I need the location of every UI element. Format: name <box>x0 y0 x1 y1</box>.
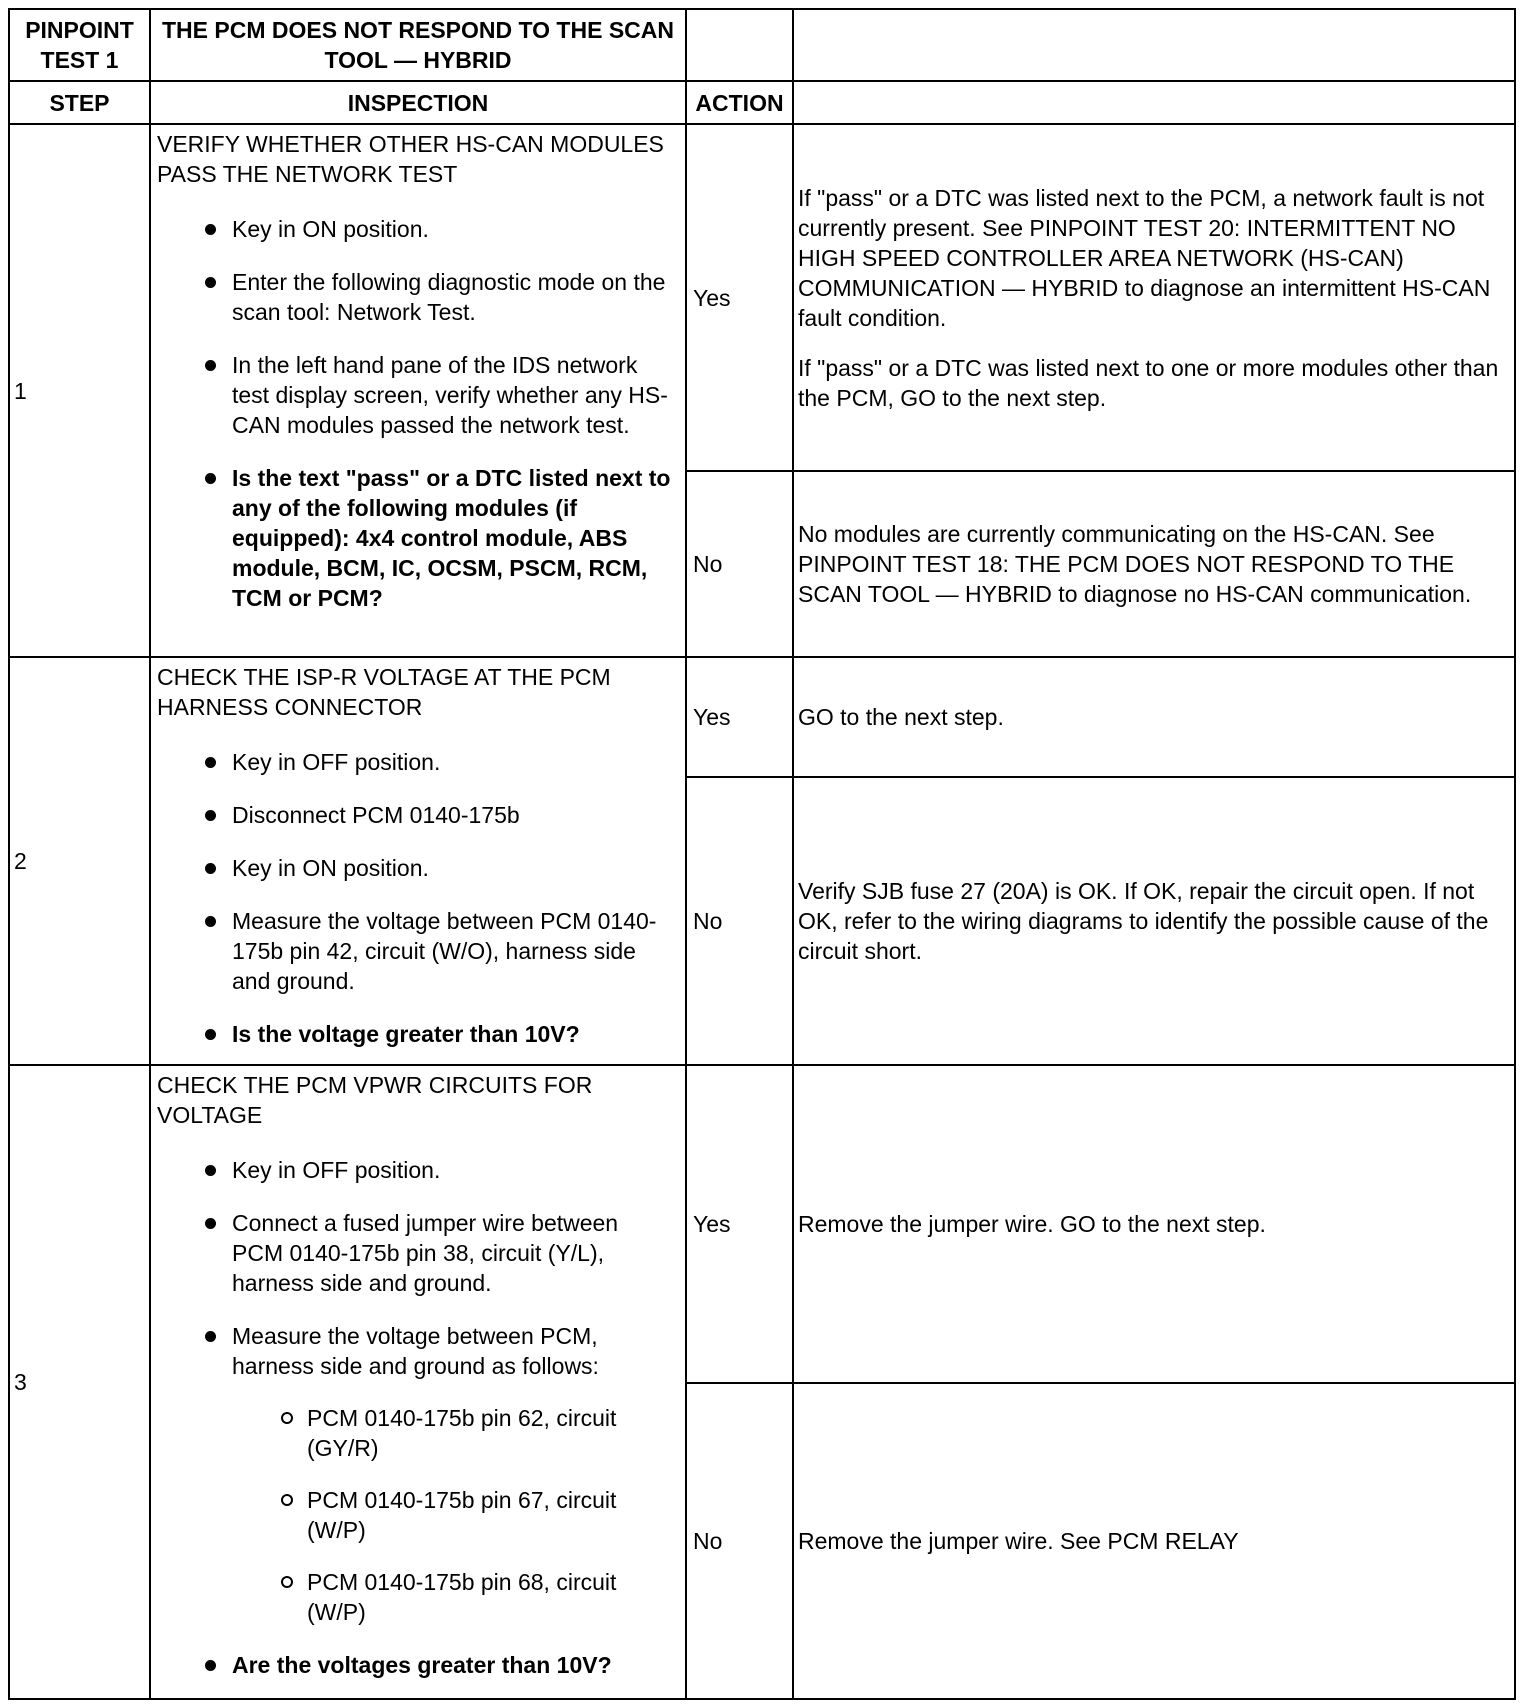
yes-label: Yes <box>686 1065 793 1383</box>
step-1-yes-row <box>9 124 1515 471</box>
step-number: 1 <box>9 124 150 657</box>
step-bullet: Measure the voltage between PCM 0140-175b pin 42, circuit (W/O), harness side and ground. <box>157 906 675 996</box>
pinpoint-test-label: PINPOINT TEST 1 <box>9 9 150 81</box>
no-action: No modules are currently communicating on the HS-CAN. See PINPOINT TEST 18: THE PCM DOES NOT RESPOND TO THE SCAN TOOL — HYBRID to diagnose no HS-CAN communication. <box>793 471 1515 657</box>
column-header-step: STEP <box>9 81 150 124</box>
blank-header-cell <box>686 9 793 81</box>
yes-action-paragraph: If "pass" or a DTC was listed next to the PCM, a network fault is not currently present. See PINPOINT TEST 20: INTERMITTENT NO HIGH SPEED CONTROLLER AREA NETWORK (HS-CAN) COMMUNICATION — HYBRID to diagnose an intermittent HS-CAN fault condition. <box>798 184 1491 331</box>
column-header-row <box>9 81 1515 124</box>
step-number: 3 <box>9 1065 150 1699</box>
yes-label: Yes <box>686 124 793 471</box>
yes-action: Remove the jumper wire. GO to the next step. <box>793 1065 1515 1383</box>
column-header-inspection: INSPECTION <box>150 81 686 124</box>
no-label: No <box>686 471 793 657</box>
step-bullet: Key in OFF position. <box>157 747 675 777</box>
yes-action: GO to the next step. <box>793 657 1515 777</box>
step-question: Are the voltages greater than 10V? <box>157 1650 675 1680</box>
step-sub-bullet: PCM 0140-175b pin 62, circuit (GY/R) <box>232 1403 675 1463</box>
pinpoint-test-table <box>8 8 1516 1700</box>
step-inspection <box>150 124 686 657</box>
yes-label: Yes <box>686 657 793 777</box>
step-number: 2 <box>9 657 150 1065</box>
no-label: No <box>686 777 793 1065</box>
step-bullet: Enter the following diagnostic mode on the scan tool: Network Test. <box>157 267 675 327</box>
step-sub-bullet: PCM 0140-175b pin 67, circuit (W/P) <box>232 1485 675 1545</box>
step-bullet-list <box>157 1155 675 1680</box>
title-row <box>9 9 1515 81</box>
step-2-yes-row <box>9 657 1515 777</box>
step-inspection <box>150 657 686 1065</box>
yes-action <box>793 124 1515 471</box>
step-bullet: Key in OFF position. <box>157 1155 675 1185</box>
pinpoint-test-title: THE PCM DOES NOT RESPOND TO THE SCAN TOOL — HYBRID <box>150 9 686 81</box>
step-title: CHECK THE ISP-R VOLTAGE AT THE PCM HARNESS CONNECTOR <box>157 664 611 720</box>
step-bullet: Key in ON position. <box>157 853 675 883</box>
column-header-action: ACTION <box>686 81 793 124</box>
no-action: Verify SJB fuse 27 (20A) is OK. If OK, repair the circuit open. If not OK, refer to the wiring diagrams to identify the possible cause of the circuit short. <box>793 777 1515 1065</box>
step-bullet-list <box>157 214 675 613</box>
step-title: VERIFY WHETHER OTHER HS-CAN MODULES PASS THE NETWORK TEST <box>157 131 664 187</box>
step-bullet: Disconnect PCM 0140-175b <box>157 800 675 830</box>
blank-header-cell <box>793 81 1515 124</box>
step-bullet: Key in ON position. <box>157 214 675 244</box>
step-bullet: Connect a fused jumper wire between PCM 0140-175b pin 38, circuit (Y/L), harness side and ground. <box>157 1208 675 1298</box>
step-question: Is the voltage greater than 10V? <box>157 1019 675 1049</box>
no-action: Remove the jumper wire. See PCM RELAY <box>793 1383 1515 1699</box>
step-bullet <box>157 1321 675 1627</box>
step-sub-bullet-list <box>232 1403 675 1627</box>
step-title: CHECK THE PCM VPWR CIRCUITS FOR VOLTAGE <box>157 1072 593 1128</box>
step-sub-bullet: PCM 0140-175b pin 68, circuit (W/P) <box>232 1567 675 1627</box>
no-label: No <box>686 1383 793 1699</box>
blank-header-cell <box>793 9 1515 81</box>
step-3-yes-row <box>9 1065 1515 1383</box>
step-bullet-text: Measure the voltage between PCM, harness side and ground as follows: <box>232 1323 599 1379</box>
yes-action-paragraph: If "pass" or a DTC was listed next to one or more modules other than the PCM, GO to the next step. <box>798 354 1499 411</box>
step-bullet-list <box>157 747 675 1049</box>
step-question: Is the text "pass" or a DTC listed next to any of the following modules (if equipped): 4x4 control module, ABS module, BCM, IC, OCSM, PSCM, RCM, TCM or PCM? <box>157 463 675 613</box>
step-bullet: In the left hand pane of the IDS network test display screen, verify whether any HS-CAN modules passed the network test. <box>157 350 675 440</box>
step-inspection <box>150 1065 686 1699</box>
